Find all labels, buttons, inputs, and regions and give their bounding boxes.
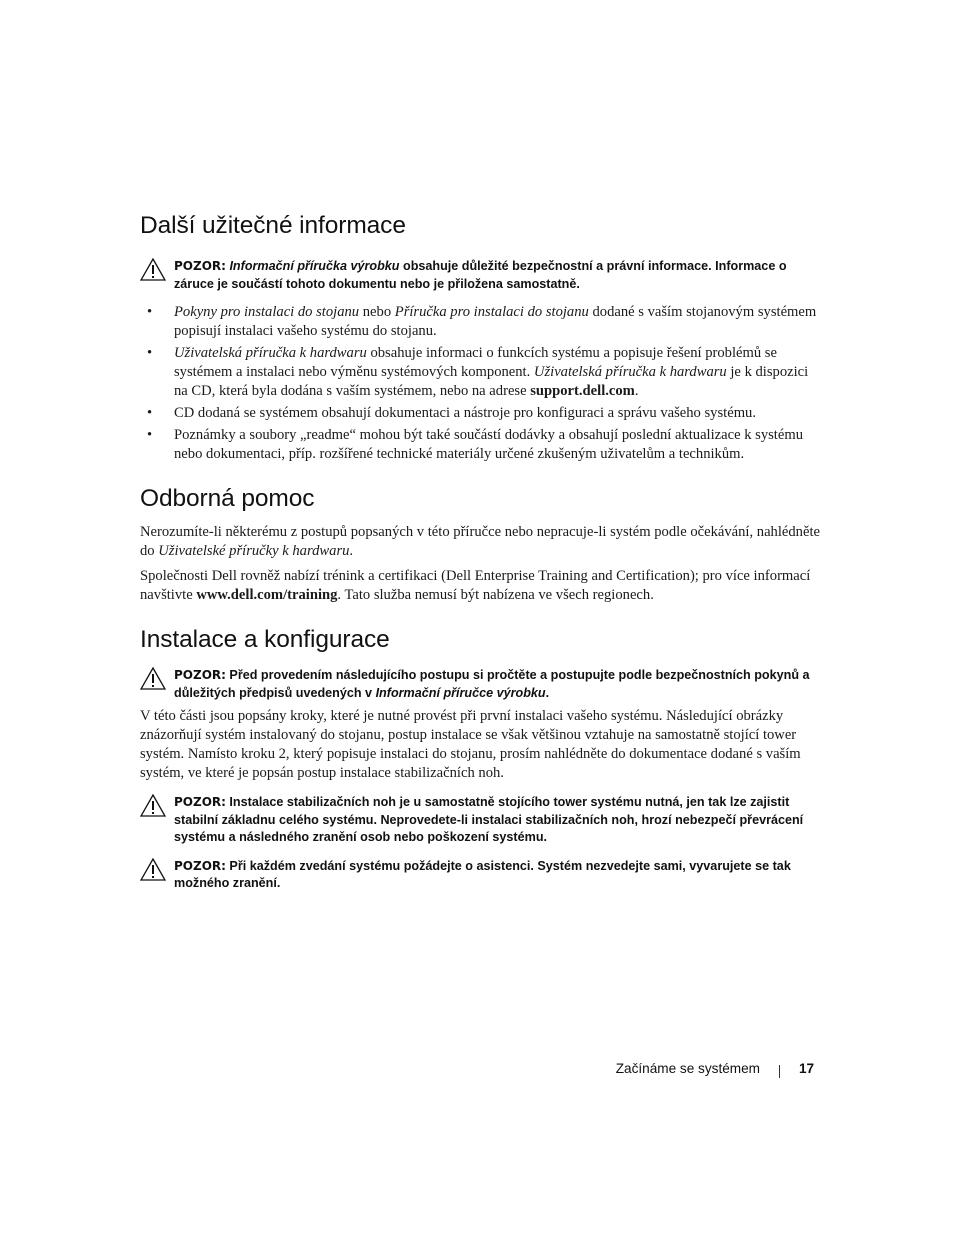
caution-text: Před provedením následujícího postupu si pročtěte a postupujte podle bezpečnostních pokynů a důležitých předpisů uvedených v — [174, 668, 810, 700]
caution-text: . — [545, 685, 550, 700]
list-item — [140, 426, 820, 464]
list-item — [140, 344, 820, 401]
training-link[interactable]: www.dell.com/training — [196, 587, 338, 603]
heading-further-info: Další užitečné informace — [140, 212, 406, 239]
help-paragraph-1 — [140, 523, 820, 561]
text: . Tato služba nemusí být nabízena ve všech regionech. — [337, 587, 654, 603]
caution-note-4 — [140, 858, 820, 893]
text: je k dispozici na CD, která byla dodána s vaším systémem, nebo na adrese — [174, 364, 809, 399]
footer-chapter-title: Začínáme se systémem — [615, 1061, 760, 1076]
help-paragraph-2 — [140, 567, 820, 605]
info-bullet-list — [140, 303, 820, 464]
doc-title: Pokyny pro instalaci do stojanu — [174, 304, 360, 320]
warning-triangle-icon — [140, 794, 166, 817]
list-item — [140, 404, 820, 423]
heading-technical-help: Odborná pomoc — [140, 485, 315, 512]
list-item — [140, 303, 820, 341]
caution-label: POZOR: — [174, 795, 226, 809]
bullet-dot: • — [147, 304, 153, 320]
installation-paragraph: V této části jsou popsány kroky, které je nutné provést při první instalaci vašeho systému. Následující obrázky znázorňují systém instalovaný do stojanu, postup instalace se však většinou vztahuje na samostatně stojící tower systém. Namísto kroku 2, který popisuje instalaci do stojanu, prosím nahlédněte do dokumentace dodané s vaším systém, ve které je popsán postup instalace stabilizačních noh. — [140, 708, 801, 781]
caution-italic: Informační příručka výrobku — [229, 259, 400, 273]
text: Poznámky a soubory „readme“ mohou být také součástí dodávky a obsahují poslední aktualizace k systému nebo dokumentaci, příp. rozšířené technické materiály určené zkušeným uživatelům a technikům. — [174, 427, 803, 462]
caution-label: POZOR: — [174, 668, 226, 682]
doc-title: Uživatelská příručka k hardwaru — [533, 364, 727, 380]
text: CD dodaná se systémem obsahují dokumentaci a nástroje pro konfiguraci a správu vašeho systému. — [174, 405, 756, 421]
bullet-dot: • — [147, 345, 153, 361]
page-number: 17 — [799, 1061, 815, 1076]
bullet-dot: • — [147, 405, 153, 421]
caution-note-2 — [140, 667, 820, 702]
text: Společnosti Dell rovněž nabízí trénink a certifikaci (Dell Enterprise Training and Certification); pro více informací navštivte — [140, 568, 811, 603]
caution-label: POZOR: — [174, 858, 226, 873]
support-link[interactable]: support.dell.com — [530, 383, 635, 399]
warning-triangle-icon — [140, 858, 166, 881]
warning-triangle-icon — [140, 258, 166, 281]
footer-separator — [779, 1065, 780, 1078]
text: . — [634, 383, 639, 399]
caution-text: obsahuje důležité bezpečnostní a právní informace. Informace o záruce je součástí tohoto dokumentu nebo je přiložena samostatně. — [174, 259, 787, 291]
doc-title: Uživatelská příručka k hardwaru — [174, 345, 367, 361]
doc-title: Příručka pro instalaci do stojanu — [394, 304, 589, 320]
text: dodané s vaším stojanovým systémem popisují instalaci vašeho systému do stojanu. — [174, 304, 817, 339]
page-content — [140, 212, 820, 893]
text: . — [349, 543, 354, 559]
warning-triangle-icon — [140, 667, 166, 690]
text: nebo — [359, 304, 395, 320]
caution-text: Při každém zvedání systému požádejte o asistenci. Systém nezvedejte sami, vyvarujete se tak možného zranění. — [174, 858, 791, 890]
text: obsahuje informaci o funkcích systému a popisuje řešení problémů se systémem a instalaci nebo výměnu systémových komponent. — [174, 345, 777, 380]
doc-title: Uživatelské příručky k hardwaru — [158, 543, 350, 559]
text: Nerozumíte-li některému z postupů popsaných v této příručce nebo nepracuje-li systém podle očekávání, nahlédněte do — [140, 524, 820, 559]
caution-text: Instalace stabilizačních noh je u samostatně stojícího tower systému nutná, jen tak lze zajistit stabilní základnu celého systému. Neprovedete-li instalaci stabilizačních noh, hrozí nebezpečí převrácení systému a následného zranění osob nebo poškození systému. — [174, 795, 804, 844]
caution-italic: Informační příručce výrobku — [375, 685, 546, 700]
caution-label: POZOR: — [174, 259, 226, 273]
heading-installation: Instalace a konfigurace — [140, 626, 390, 653]
caution-note-1 — [140, 258, 820, 293]
caution-note-3 — [140, 794, 820, 847]
bullet-dot: • — [147, 427, 153, 443]
page-footer — [0, 1061, 954, 1081]
